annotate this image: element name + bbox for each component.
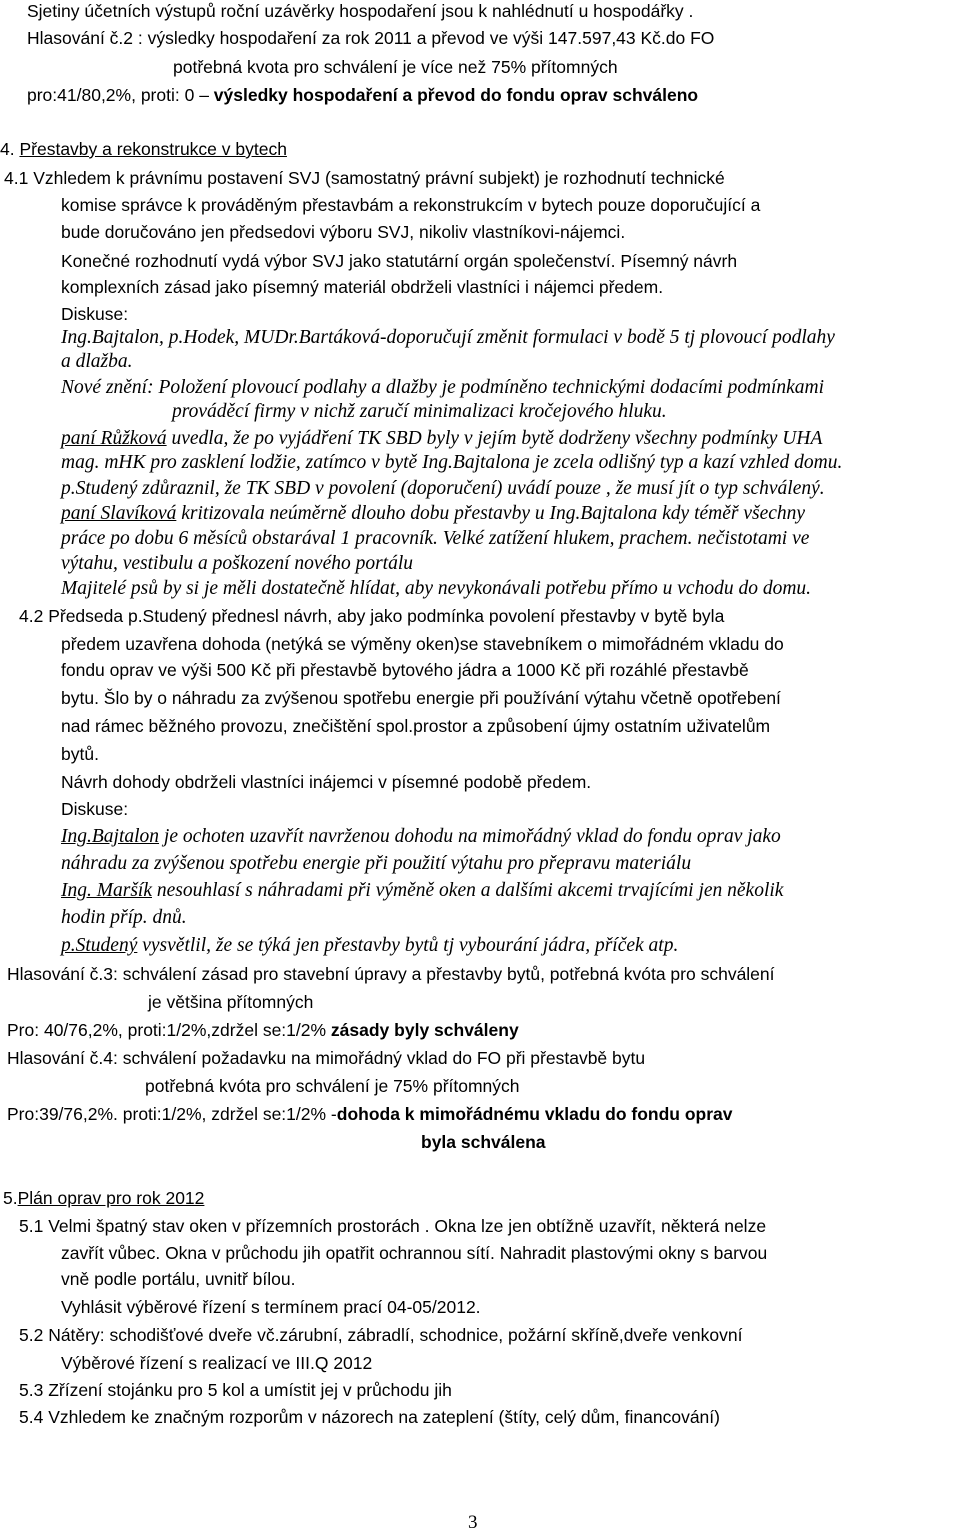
text-segment: bytů. [61, 744, 99, 764]
text-segment: Přestavby a rekonstrukce v bytech [19, 139, 287, 159]
text-line [145, 1075, 520, 1097]
text-segment: je většina přítomných [148, 992, 314, 1012]
text-segment: mag. mHK pro zasklení lodžie, zatímco v bytě Ing.Bajtalona je zcela odlišný typ a kazí vzhled domu. [61, 452, 843, 473]
text-line [27, 27, 714, 49]
text-line [61, 826, 781, 848]
text-segment: vysvětlil, že se týká jen přestavby bytů tj vybourání jádra, příček atp. [137, 935, 679, 956]
text-segment: 5.1 Velmi špatný stav oken v přízemních prostorách . Okna lze jen obtížně uzavřít, některá nelze [19, 1216, 767, 1236]
text-segment: fondu oprav ve výši 500 Kč při přestavbě bytového jádra a 1000 Kč při rozáhlé přestavbě [61, 660, 749, 680]
text-segment: předem uzavřena dohoda (netýká se výměny oken)se stavebníkem o mimořádném vkladu do [61, 634, 784, 654]
text-line [61, 327, 835, 349]
text-line [61, 276, 663, 298]
text-line [61, 1268, 295, 1290]
text-segment: nad rámec běžného provozu, znečištění spol.prostor a způsobení újmy ostatním uživatelům [61, 716, 771, 736]
text-line [61, 528, 809, 550]
text-line [61, 303, 128, 325]
text-line [61, 659, 749, 681]
text-segment: potřebná kvóta pro schválení je 75% přítomných [145, 1076, 520, 1096]
text-line [173, 56, 618, 78]
text-segment: Diskuse: [61, 304, 129, 324]
text-segment: 5.2 Nátěry: schodišťové dveře vč.zárubní, zábradlí, schodnice, požární skříně,dveře venkovní [19, 1325, 743, 1345]
text-line [61, 907, 187, 929]
text-line [61, 687, 781, 709]
text-line [61, 351, 133, 373]
text-segment: Hlasování č.2 : výsledky hospodaření za rok 2011 a převod ve výši 147.597,43 Kč.do FO [27, 28, 715, 48]
text-segment: Ing. Maršík [61, 880, 152, 901]
text-segment: nesouhlasí s náhradami při výměně oken a dalšími akcemi trvajícími jen několik [152, 880, 784, 901]
text-line [61, 715, 770, 737]
text-line [7, 963, 775, 985]
text-segment: Návrh dohody obdrželi vlastníci inájemci v písemné podobě předem. [61, 772, 592, 792]
text-line [61, 452, 842, 474]
text-line [148, 991, 313, 1013]
text-segment: Konečné rozhodnutí vydá výbor SVJ jako statutární orgán společenství. [61, 251, 616, 271]
text-line [61, 377, 824, 399]
text-segment: bude doručováno jen předsedovi výboru SVJ, nikoliv vlastníkovi-nájemci. [61, 222, 626, 242]
text-segment: 4.2 Předseda p.Studený přednesl návrh, aby jako podmínka povolení přestavby v bytě byla [19, 606, 725, 626]
text-segment: Ing.Bajtalon [61, 826, 160, 847]
text-line [0, 138, 287, 160]
text-segment: vně podle portálu, uvnitř bílou. [61, 1269, 296, 1289]
page-number: 3 [468, 1512, 478, 1533]
text-segment: byla schválena [421, 1132, 546, 1152]
text-segment: kritizovala neúměrně dlouho dobu přestavby u Ing.Bajtalona kdy téměř všechny [176, 503, 806, 524]
text-segment: Výběrové řízení s realizací ve III.Q 2012 [61, 1353, 373, 1373]
text-line [61, 478, 825, 500]
text-segment: výsledky hospodaření a převod do fondu oprav schváleno [213, 85, 699, 105]
text-segment: náhradu za zvýšenou spotřebu energie při použití výtahu pro přepravu materiálu [61, 853, 692, 874]
text-line [7, 1103, 732, 1125]
text-segment: 5.3 Zřízení stojánku pro 5 kol a umístit jej v průchodu jih [19, 1380, 452, 1400]
text-segment: dohoda k mimořádnému vkladu do fondu oprav [336, 1104, 733, 1124]
text-line [61, 553, 413, 575]
text-segment: 5. [3, 1188, 18, 1208]
text-segment: Hlasování č.3: schválení zásad pro stavební úpravy a přestavby bytů, potřebná kvóta pro schválení [7, 964, 775, 984]
text-segment: p.Studený [61, 935, 138, 956]
text-line [61, 250, 737, 272]
text-line [61, 578, 811, 600]
text-line [61, 880, 783, 902]
text-line [421, 1131, 546, 1153]
text-segment: zavřít vůbec. Okna v průchodu jih opatřit ochrannou sítí. Nahradit plastovými okny s barvou [61, 1243, 768, 1263]
text-line [61, 853, 691, 875]
text-segment: Sjetiny účetních výstupů roční uzávěrky hospodaření jsou k nahlédnutí u hospodářky . [27, 1, 694, 21]
text-line [19, 605, 724, 627]
text-line [27, 0, 693, 22]
text-segment: Vyhlásit výběrové řízení s termínem prací 04-05/2012. [61, 1297, 481, 1317]
text-segment: Pro:39/76,2%. proti:1/2%, zdržel se:1/2% - [7, 1104, 337, 1124]
text-line [61, 194, 760, 216]
text-segment: zásady byly schváleny [330, 1020, 519, 1040]
text-segment: Písemný návrh [615, 251, 738, 271]
text-line [4, 167, 725, 189]
text-line [172, 401, 667, 423]
text-line [61, 935, 678, 957]
text-line [19, 1215, 766, 1237]
text-segment: prováděcí firmy v nichž zaručí minimalizaci kročejového hluku. [172, 401, 667, 422]
text-line [61, 1242, 767, 1264]
text-line [61, 743, 99, 765]
text-line [61, 428, 822, 450]
text-segment: výtahu, vestibulu a poškození nového portálu [61, 553, 414, 574]
text-segment: a dlažba. [61, 351, 133, 372]
text-segment: je ochoten uzavřít navrženou dohodu na mimořádný vklad do fondu oprav jako [159, 826, 781, 847]
text-segment: Diskuse: [61, 799, 129, 819]
text-line [7, 1047, 645, 1069]
text-line [7, 1019, 519, 1041]
text-segment: Majitelé psů by si je měli dostatečně hlídat, aby nevykonávali potřebu přímo u vchodu do domu. [61, 578, 812, 599]
text-segment: Plán oprav pro rok 2012 [17, 1188, 205, 1208]
text-segment: Ing.Bajtalon, p.Hodek, MUDr.Bartáková-doporučují změnit formulaci v bodě 5 tj plovoucí podlahy [61, 327, 835, 348]
text-segment: potřebná kvota pro schválení je více než 75% přítomných [173, 57, 618, 77]
text-line [61, 798, 128, 820]
text-segment: pro:41/80,2%, proti: 0 – [27, 85, 214, 105]
text-segment: p.Studený zdůraznil, že TK SBD v povolení (doporučení) uvádí pouze , že musí jít o typ schválený. [61, 478, 825, 499]
text-segment: bytu. Šlo by o náhradu za zvýšenou spotřebu energie při používání výtahu včetně opotřebení [61, 688, 781, 708]
text-line [19, 1324, 742, 1346]
text-segment: paní Růžková [61, 428, 167, 449]
text-line [61, 633, 784, 655]
text-segment: 4. [0, 139, 20, 159]
text-segment: Pro: 40/76,2%, proti:1/2%,zdržel se:1/2% [7, 1020, 331, 1040]
text-line [61, 221, 625, 243]
text-line [61, 1352, 372, 1374]
text-line [27, 84, 698, 106]
text-line [19, 1379, 452, 1401]
text-segment: komise správce k prováděným přestavbám a rekonstrukcím v bytech pouze doporučující a [61, 195, 761, 215]
text-segment: uvedla, že po vyjádření TK SBD byly v jejím bytě dodrženy všechny podmínky UHA [166, 428, 823, 449]
text-segment: 5.4 Vzhledem ke značným rozporům v názorech na zateplení (štíty, celý dům, financování) [19, 1407, 720, 1427]
text-segment: práce po dobu 6 měsíců obstarával 1 pracovník. Velké zatížení hlukem, prachem. nečistotami ve [61, 528, 810, 549]
text-segment: 4.1 Vzhledem k právnímu postavení SVJ (samostatný právní subjekt) je rozhodnutí technické [4, 168, 725, 188]
text-segment: Nové znění: Položení plovoucí podlahy a dlažby je podmíněno technickými dodacími podmínkami [61, 377, 825, 398]
text-line [3, 1187, 204, 1209]
text-segment: hodin příp. dnů. [61, 907, 187, 928]
text-segment: komplexních zásad jako písemný materiál obdrželi vlastníci i nájemci předem. [61, 277, 664, 297]
text-segment: Hlasování č.4: schválení požadavku na mimořádný vklad do FO při přestavbě bytu [7, 1048, 646, 1068]
text-segment: paní Slavíková [61, 503, 177, 524]
text-line [61, 1296, 481, 1318]
text-line [61, 503, 805, 525]
text-line [61, 771, 591, 793]
text-line [19, 1406, 720, 1428]
